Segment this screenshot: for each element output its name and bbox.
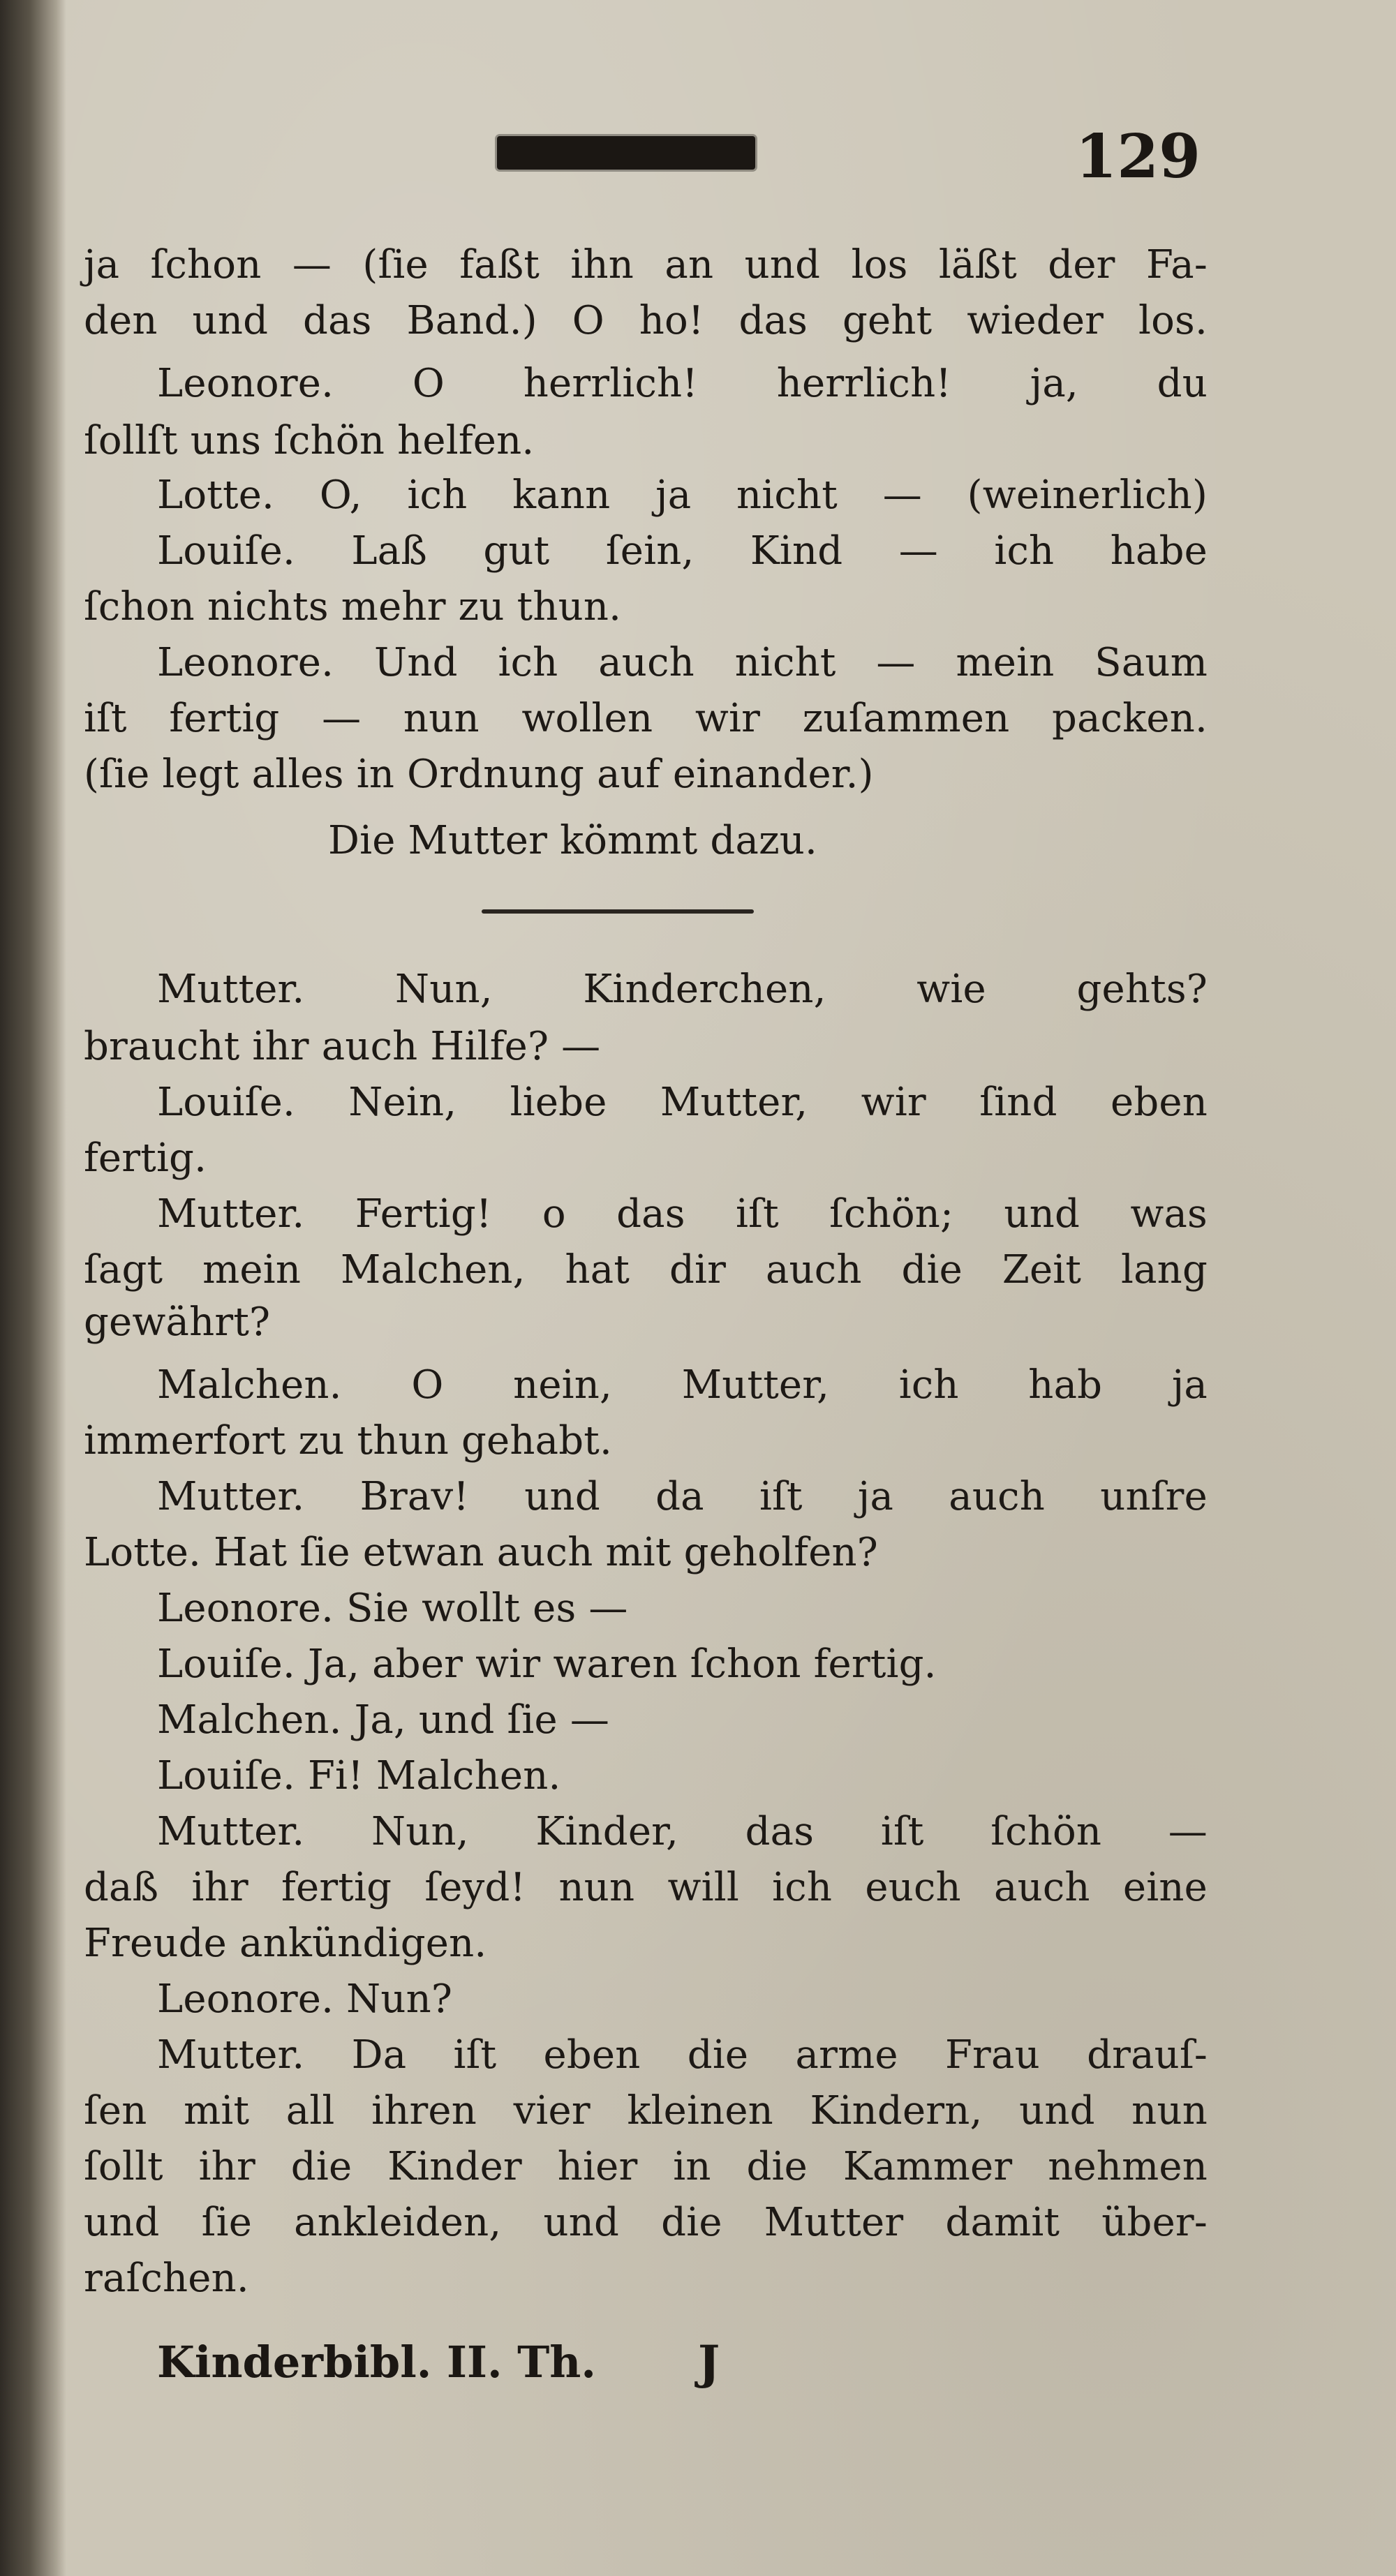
text-line: den und das Band.) O ho! das geht wieder los. [84, 298, 1208, 343]
text-line: Mutter. Da iſt eben die arme Frau drauſ- [157, 2032, 1208, 2078]
text-line: raſchen. [84, 2256, 249, 2301]
text-line: fertig. [84, 1136, 207, 1181]
text-line: Mutter. Nun, Kinderchen, wie gehts? [157, 967, 1208, 1012]
text-line: Malchen. Ja, und ſie — [157, 1697, 610, 1743]
text-line: ſollſt uns ſchön helfen. [84, 418, 535, 463]
section-separator-rule [482, 909, 754, 914]
text-line: daß ihr fertig ſeyd! nun will ich euch auch eine [84, 1865, 1208, 1910]
footer-signature-letter: J [698, 2335, 720, 2390]
text-line: Leonore. Und ich auch nicht — mein Saum [157, 640, 1208, 685]
text-line: ſen mit all ihren vier kleinen Kindern, und nun [84, 2088, 1208, 2134]
text-line: immerfort zu thun gehabt. [84, 1418, 613, 1464]
text-line: Louiſe. Fi! Malchen. [157, 1753, 561, 1799]
text-line: ſollt ihr die Kinder hier in die Kammer nehmen [84, 2144, 1208, 2189]
text-line: Mutter. Brav! und da iſt ja auch unſre [157, 1474, 1208, 1519]
text-line: und ſie ankleiden, und die Mutter damit über- [84, 2200, 1208, 2245]
header-ornament-rule [497, 136, 755, 170]
text-line: Leonore. Sie wollt es — [157, 1586, 628, 1631]
text-line: Lotte. Hat ſie etwan auch mit geholfen? [84, 1530, 879, 1575]
text-line: Freude ankündigen. [84, 1921, 487, 1966]
text-line: iſt fertig — nun wollen wir zuſammen packen. [84, 696, 1208, 741]
book-spine-shadow [0, 0, 66, 2576]
text-line: Lotte. O, ich kann ja nicht — (weinerlich) [157, 472, 1208, 518]
footer-signature: Kinderbibl. II. Th. [157, 2337, 596, 2388]
text-line: Leonore. Nun? [157, 1976, 453, 2022]
text-line: Mutter. Fertig! o das iſt ſchön; und was [157, 1191, 1208, 1237]
text-line: Louiſe. Nein, liebe Mutter, wir ſind eben [157, 1080, 1208, 1125]
text-line: ja ſchon — (ſie faßt ihn an und los läßt der Fa- [84, 242, 1208, 288]
text-line: (ſie legt alles in Ordnung auf einander.) [84, 752, 874, 797]
text-line: Leonore. O herrlich! herrlich! ja, du [157, 361, 1208, 406]
text-line: gewährt? [84, 1300, 271, 1345]
text-line: ſagt mein Malchen, hat dir auch die Zeit lang [84, 1247, 1208, 1293]
text-line: Louiſe. Ja, aber wir waren ſchon fertig. [157, 1641, 937, 1687]
text-line: Louiſe. Laß gut ſein, Kind — ich habe [157, 528, 1208, 574]
page-number: 129 [1075, 121, 1201, 192]
stage-direction: Die Mutter kömmt dazu. [328, 818, 818, 863]
text-line: Mutter. Nun, Kinder, das iſt ſchön — [157, 1809, 1208, 1854]
text-line: braucht ihr auch Hilfe? — [84, 1024, 601, 1069]
text-line: Malchen. O nein, Mutter, ich hab ja [157, 1362, 1208, 1408]
text-line: ſchon nichts mehr zu thun. [84, 584, 622, 630]
